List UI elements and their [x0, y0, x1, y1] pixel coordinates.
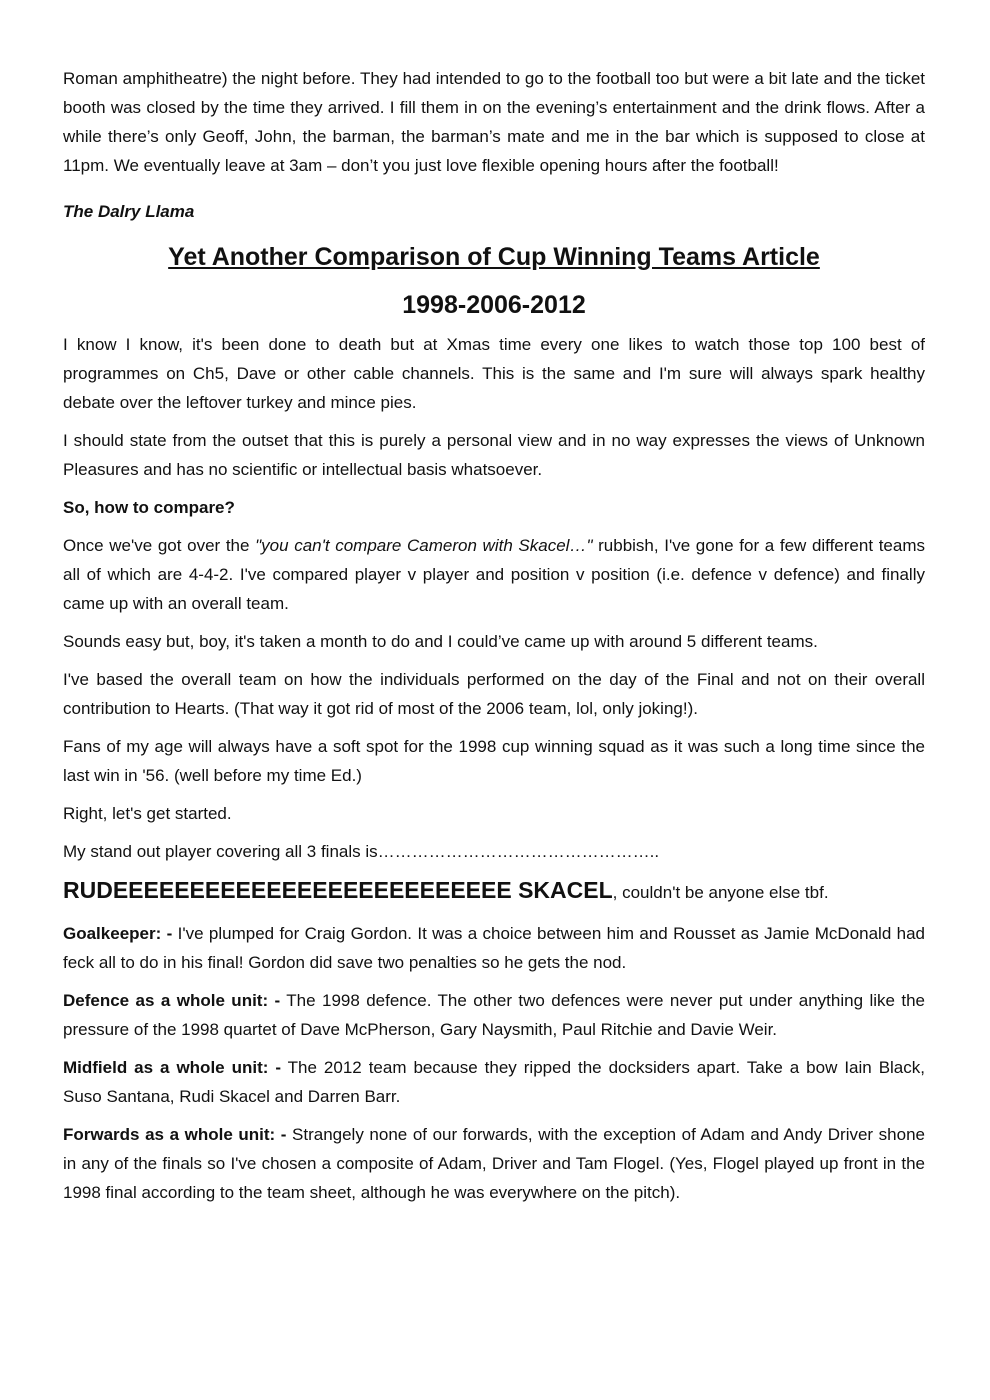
- standout-player-name: RUDEEEEEEEEEEEEEEEEEEEEEEEEEE SKACEL: [63, 877, 613, 903]
- goalkeeper-paragraph: [63, 919, 925, 977]
- article-title: Yet Another Comparison of Cup Winning Teams Article: [168, 243, 820, 271]
- paragraph-1: I know I know, it's been done to death but at Xmas time every one likes to watch those top 100 best of programmes on Ch5, Dave or other cable channels. This is the same and I'm sure will always spark healthy debate over the leftover turkey and mince pies.: [63, 335, 925, 412]
- forwards-label: Forwards as a whole unit: -: [63, 1125, 287, 1144]
- document-page: [63, 64, 925, 1216]
- paragraph-5: I've based the overall team on how the individuals performed on the day of the Final and not on their overall contribution to Hearts. (That way it got rid of most of the 2006 team, lol, only joking!).: [63, 670, 925, 718]
- midfield-paragraph: [63, 1053, 925, 1111]
- midfield-label: Midfield as a whole unit: -: [63, 1058, 282, 1077]
- paragraph-3-start: Once we've got over the: [63, 536, 256, 555]
- paragraph-3-quote: "you can't compare Cameron with Skacel…": [255, 536, 593, 555]
- midfield-text: The 2012 team because they ripped the docksiders apart. Take a bow Iain Black, Suso Santana, Rudi Skacel and Darren Barr.: [63, 1058, 925, 1106]
- paragraph-7: Right, let's get started.: [63, 804, 232, 823]
- standout-player-line: [63, 876, 925, 907]
- forwards-text: Strangely none of our forwards, with the exception of Adam and Andy Driver shone in any of the finals so I've chosen a composite of Adam, Driver and Tam Flogel. (Yes, Flogel played up front in the 1998 final according to the team sheet, although he was everywhere on the pitch).: [63, 1125, 925, 1202]
- paragraph-2: I should state from the outset that this is purely a personal view and in no way expresses the views of Unknown Pleasures and has no scientific or intellectual basis whatsoever.: [63, 431, 925, 479]
- goalkeeper-label: Goalkeeper: -: [63, 924, 173, 943]
- forwards-paragraph: [63, 1120, 925, 1207]
- intro-paragraph: Roman amphitheatre) the night before. They had intended to go to the football too but were a bit late and the ticket booth was closed by the time they arrived. I fill them in on the evening’s entertainment and the drink flows. After a while there’s only Geoff, John, the barman, the barman’s mate and me in the bar which is supposed to close at 11pm. We eventually leave at 3am – don’t you just love flexible opening hours after the football!: [63, 69, 925, 175]
- defence-text: The 1998 defence. The other two defences were never put under anything like the pressure of the 1998 quartet of Dave McPherson, Gary Naysmith, Paul Ritchie and Davie Weir.: [63, 991, 925, 1039]
- author-signature: The Dalry Llama: [63, 202, 195, 221]
- paragraph-8: My stand out player covering all 3 finals is…………………………………………..: [63, 842, 660, 861]
- paragraph-3: [63, 531, 925, 618]
- paragraph-4: Sounds easy but, boy, it's taken a month to do and I could’ve came up with around 5 different teams.: [63, 632, 818, 651]
- subheading-how-to-compare: So, how to compare?: [63, 498, 235, 517]
- paragraph-3-end: rubbish, I've gone for a few different teams all of which are 4-4-2. I've compared player v player and position v position (i.e. defence v defence) and finally came up with an overall team.: [63, 536, 925, 613]
- standout-player-rest: , couldn't be anyone else tbf.: [612, 883, 829, 902]
- article-years: 1998-2006-2012: [402, 291, 586, 319]
- defence-paragraph: [63, 986, 925, 1044]
- paragraph-6: Fans of my age will always have a soft spot for the 1998 cup winning squad as it was such a long time since the last win in '56. (well before my time Ed.): [63, 737, 925, 785]
- goalkeeper-text: I've plumped for Craig Gordon. It was a choice between him and Rousset as Jamie McDonald had feck all to do in his final! Gordon did save two penalties so he gets the nod.: [63, 924, 925, 972]
- defence-label: Defence as a whole unit: -: [63, 991, 281, 1010]
